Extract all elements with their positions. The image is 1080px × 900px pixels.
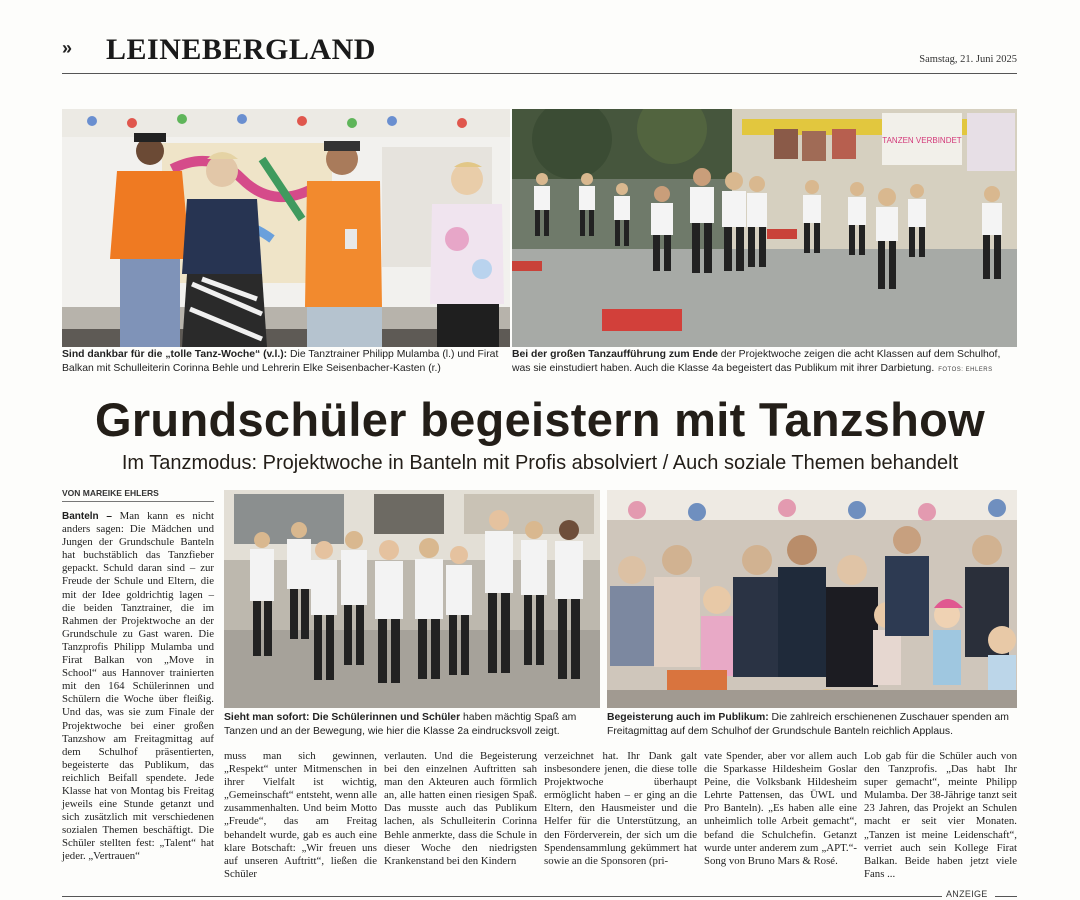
- photo-trainers: [62, 109, 510, 347]
- photo-dance-performance: [512, 109, 1017, 347]
- caption-bold: Sieht man sofort: Die Schülerinnen und Schüler: [224, 712, 461, 723]
- article-column-6: Lob gab für die Schüler auch von den Tanzprofis. „Das habt Ihr super gemacht“, meinte Philipp Mulamba. Der 38-Jährige tanzt seit 23 Jahren, das Projekt an Schulen macht er seit vier Monaten. „Tanzen ist meine Leidenschaft“, verriet auch sein Kollege Firat Balkan. Beide haben jetzt viele Fans ...: [864, 750, 1017, 880]
- photo-audience-caption: [607, 711, 1017, 738]
- caption-text: haben mächtig Spaß am Tanzen und an der Bewegung, wie hier die Klasse 2a eindrucksvoll zeigt.: [224, 712, 577, 737]
- photo-credit: FOTOS: EHLERS: [938, 366, 993, 373]
- article-column-5: vate Spender, aber vor allem auch die Sparkasse Hildesheim Goslar Peine, die Volksbank Hildesheim Lehrte Pattensen, das ÜWL und Pro Banteln). „Es haben alle eine unheimlich tolle Arbeit gemacht“, befand die Schulchefin. Getanzt wurde unter anderem zum „APT.“-Song von Bruno Mars & Rosé.: [704, 750, 857, 867]
- caption-bold: Bei der großen Tanzaufführung zum Ende: [512, 349, 718, 360]
- article-column-2: muss man sich gewinnen, „Respekt“ unter Mitmenschen in ihrer Vielfalt ist wichtig, „Gemeinschaft“ entsteht, wenn alle zusammenhalten. Und beim Motto „Freude“, das am Freitag behandelt wurde, gab es auch eine klare Botschaft: „Wir freuen uns auf unseren Auftritt“, ließen die Schüler: [224, 750, 377, 880]
- caption-text: der Projektwoche zeigen die acht Klassen auf dem Schulhof, was sie einstudiert haben. Auch die Klasse 4a begeistert das Publikum mit ihrer Darbietung.: [512, 349, 1001, 374]
- headline: Grundschüler begeistern mit Tanzshow: [94, 393, 985, 446]
- header-rule: [62, 73, 1017, 74]
- article-column-3: verlauten. Und die Begeisterung bei den einzelnen Auftritten sah man den Akteuren auch förmlich an, alle hatten einen riesigen Spaß. Das musste auch das Publikum lachen, als Schulleiterin Corinna Behle anmerkte, dass die Schule in dieser Woche den niedrigsten Krankenstand bei den Kindern: [384, 750, 537, 867]
- advertisement-label: ANZEIGE: [946, 889, 988, 899]
- byline: VON MAREIKE EHLERS: [62, 488, 214, 502]
- article-column-1: [62, 510, 214, 864]
- section-marker: »: [62, 38, 73, 58]
- section-title: LEINEBERGLAND: [106, 33, 376, 66]
- caption-bold: Sind dankbar für die „tolle Tanz-Woche“ (v.l.):: [62, 349, 288, 360]
- banner-text: TANZEN VERBINDET: [882, 136, 962, 145]
- photo-trainers-caption: [62, 348, 510, 375]
- caption-text: Die zahlreich erschienenen Zuschauer spenden am Freitagmittag auf dem Schulhof der Grundschule Banteln reichlich Applaus.: [607, 712, 1009, 737]
- issue-date: Samstag, 21. Juni 2025: [919, 54, 1017, 65]
- caption-text: Die Tanztrainer Philipp Mulamba (l.) und Firat Balkan mit Schulleiterin Corinna Behle und Lehrerin Elke Seisenbacher-Kasten (r.): [62, 349, 499, 374]
- article-column-4: verzeichnet hat. Ihr Dank galt insbesondere jenen, die diese tolle Projektwoche überhaupt ermöglicht haben – er ging an die Eltern, den Hausmeister und die Helfer für die Unterstützung, an den Förderverein, der sich um die Spendensammlung gekümmert hat sowie an die Sponsoren (pri-: [544, 750, 697, 867]
- photo-class-2a-caption: [224, 711, 600, 738]
- subheadline: Im Tanzmodus: Projektwoche in Banteln mit Profis absolviert / Auch soziale Themen behandelt: [121, 452, 959, 474]
- photo-dance-caption: [512, 348, 1017, 377]
- footer-rule: [62, 896, 942, 897]
- article-text-1: Man kann es nicht anders sagen: Die Mädchen und Jungen der Grundschule Banteln hat buchstäblich das Tanzfieber gepackt. Schuld daran sind – zur Freude der Schule und Eltern, die mit der Idee goldrichtig lagen – die beiden Tanztrainer, die im Rahmen der Projektwoche an der Grundschule zu Gast waren. Die Tanzprofis Philipp Mulamba und Firat Balkan von „Move in School“ aus Hannover trainierten mit den 164 Schülerinnen und Schülern die Woche über fleißig. Und das, was sie zum Finale der Projektwoche bei einer großen Tanzshow am Freitagmittag auf dem Schulhof präsentierten, begeisterte das Publikum, das reichlich Beifall spendete. Jede Klasse hat von Montag bis Freitag jeweils eine Stunde getanzt und sich zusätzlich mit verschiedenen sozialen Themen beschäftigt. Die Schüler stellten fest: „Talent“ hat jeder. „Vertrauen“: [62, 510, 214, 863]
- footer-rule-end: [995, 896, 1017, 897]
- photo-class-2a: [224, 490, 600, 708]
- article-dateline: Banteln –: [62, 511, 112, 522]
- photo-audience: [607, 490, 1017, 708]
- caption-bold: Begeisterung auch im Publikum:: [607, 712, 769, 723]
